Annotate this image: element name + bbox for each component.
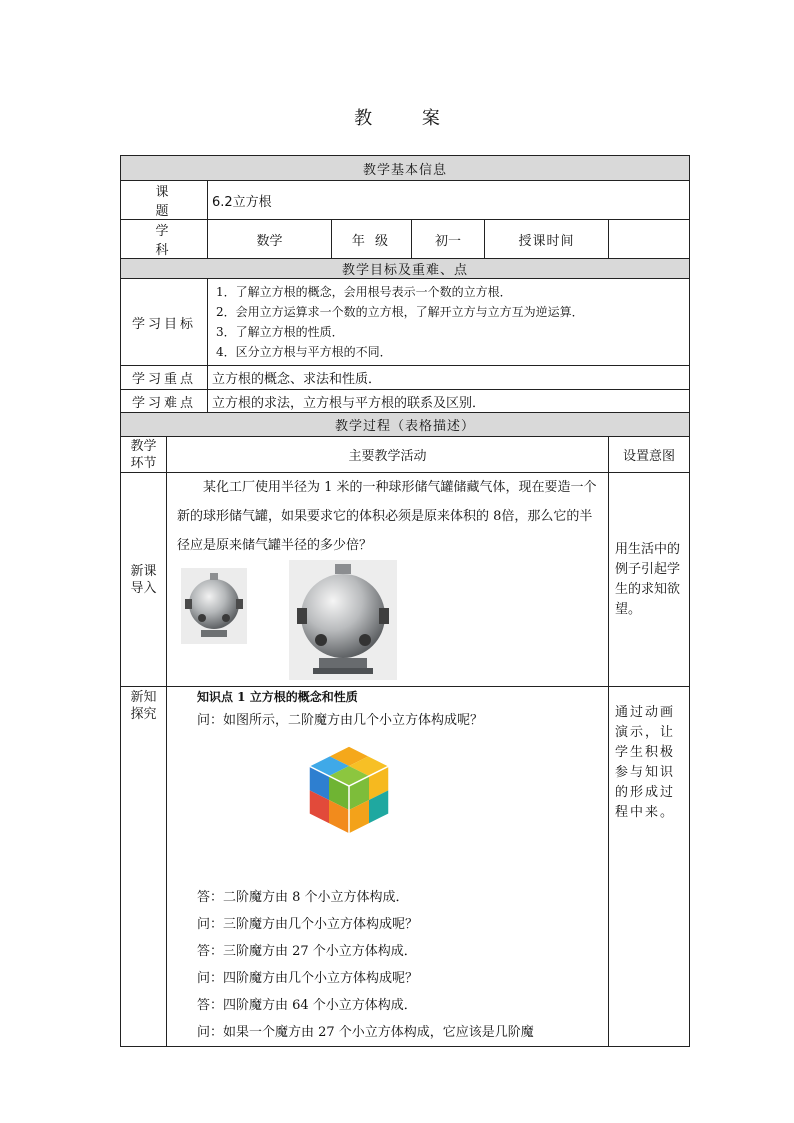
rubiks-cube-icon xyxy=(301,742,397,846)
grade-label: 年 级 xyxy=(332,220,412,259)
qa-line: 答：二阶魔方由 8 个小立方体构成． xyxy=(197,890,409,905)
topic-label: 课 题 xyxy=(121,181,208,220)
intro-text: 某化工厂使用半径为 1 米的一种球形储气罐储藏气体，现在要造一个新的球形储气罐，如果要求它的体积必须是原来体积的 8倍，那么它的半径应是原来储气罐半径的多少倍？ xyxy=(177,480,597,553)
class-time-label: 授课时间 xyxy=(485,220,609,259)
qa-line: 问：如果一个魔方由 27 个小立方体构成，它应该是几阶魔 xyxy=(197,1025,534,1040)
qa-line: 答：四阶魔方由 64 个小立方体构成． xyxy=(197,998,417,1013)
goal-item: 3．了解立方根的性质． xyxy=(216,325,344,339)
lesson-plan-table xyxy=(120,155,690,1047)
explore-activity xyxy=(167,687,609,1047)
grade-value: 初一 xyxy=(412,220,485,259)
small-gas-tank-image xyxy=(181,568,247,644)
document-title: 教 案 xyxy=(354,108,462,129)
stage-column-header: 教学环节 xyxy=(121,437,167,473)
goals-label: 学习目标 xyxy=(121,279,208,366)
subject-value: 数学 xyxy=(208,220,332,259)
goal-item: 1．了解立方根的概念，会用根号表示一个数的立方根． xyxy=(216,285,512,299)
difficult-points-value: 立方根的求法，立方根与平方根的联系及区别． xyxy=(208,390,690,413)
qa-line: 答：三阶魔方由 27 个小立方体构成． xyxy=(197,944,417,959)
difficult-points-label: 学习难点 xyxy=(121,390,208,413)
qa-line: 问：如图所示，二阶魔方由几个小立方体构成呢？ xyxy=(197,713,484,728)
rubiks-cube-figure xyxy=(167,734,608,884)
goal-item: 4．区分立方根与平方根的不同． xyxy=(216,345,392,359)
key-points-label: 学习重点 xyxy=(121,366,208,390)
intro-intent: 用生活中的例子引起学生的求知欲望。 xyxy=(609,473,690,687)
qa-line: 问：四阶魔方由几个小立方体构成呢？ xyxy=(197,971,419,986)
explore-intent: 通过动画演示，让学生积极参与知识的形成过程中来。 xyxy=(609,687,690,1047)
gas-tank-images xyxy=(171,560,604,680)
intro-stage: 新课导入 xyxy=(121,473,167,687)
qa-line: 问：三阶魔方由几个小立方体构成呢？ xyxy=(197,917,419,932)
basic-info-header: 教学基本信息 xyxy=(121,156,690,181)
explore-stage: 新知探究 xyxy=(121,687,167,1047)
knowledge-point-title: 知识点 1 立方根的概念和性质 xyxy=(197,690,358,704)
subject-label: 学 科 xyxy=(121,220,208,259)
topic-value: 6.2立方根 xyxy=(208,181,690,220)
key-points-value: 立方根的概念、求法和性质． xyxy=(208,366,690,390)
class-time-value xyxy=(609,220,690,259)
activity-column-header: 主要教学活动 xyxy=(167,437,609,473)
goal-item: 2．会用立方运算求一个数的立方根，了解开立方与立方互为逆运算． xyxy=(216,305,584,319)
process-header: 教学过程（表格描述） xyxy=(121,413,690,437)
intro-activity xyxy=(167,473,609,687)
objectives-header: 教学目标及重难、点 xyxy=(121,259,690,279)
intent-column-header: 设置意图 xyxy=(609,437,690,473)
goals-list xyxy=(208,279,690,366)
large-gas-tank-image xyxy=(289,560,397,680)
